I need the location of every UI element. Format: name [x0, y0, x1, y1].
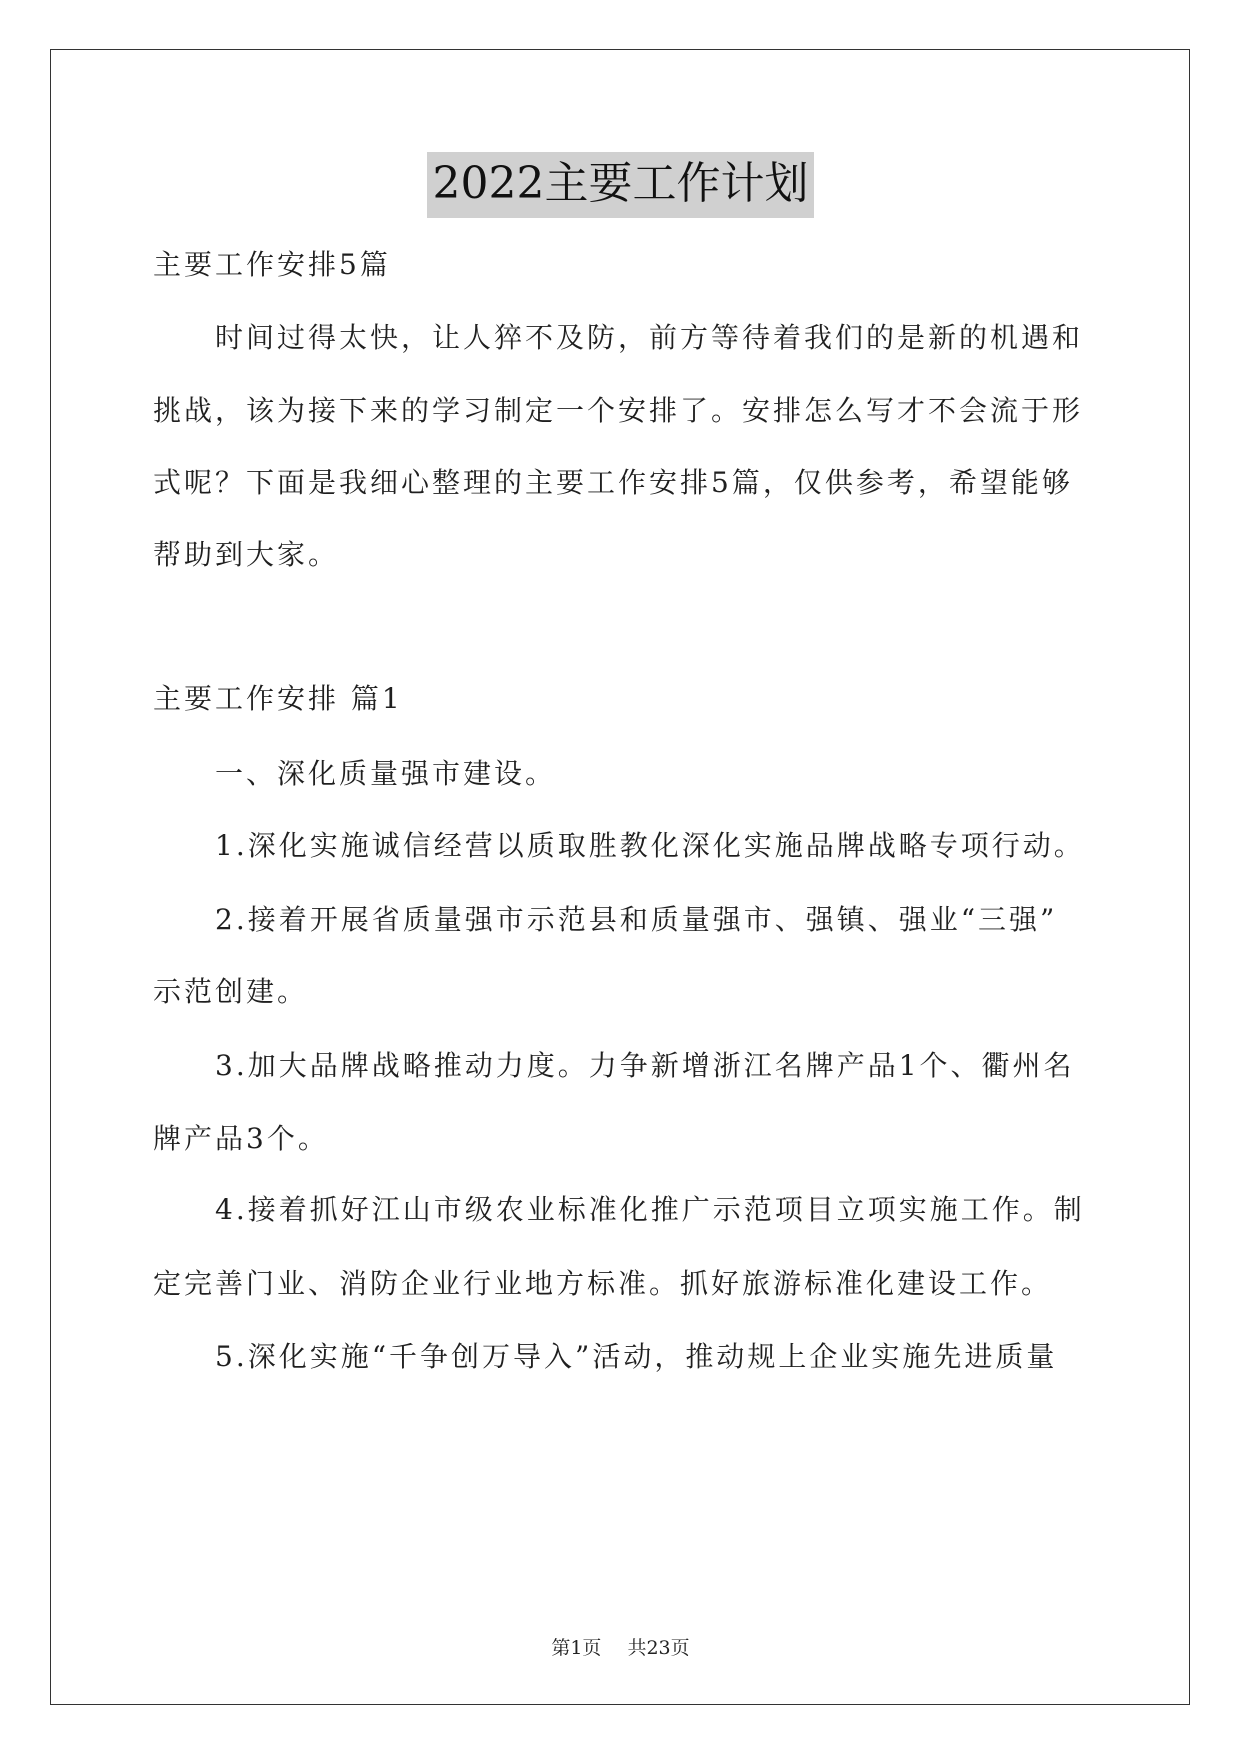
page-number: 第1页 — [551, 1637, 602, 1659]
page-total: 共23页 — [627, 1637, 690, 1659]
list-item: 牌产品3个。 — [153, 1122, 329, 1155]
document-title: 2022主要工作计划 — [427, 152, 815, 218]
page-border — [50, 49, 1190, 1705]
list-item: 4.接着抓好江山市级农业标准化推广示范项目立项实施工作。制 — [215, 1193, 1085, 1226]
intro-line: 式呢？下面是我细心整理的主要工作安排5篇，仅供参考，希望能够 — [153, 466, 1073, 499]
intro-line: 帮助到大家。 — [153, 538, 340, 571]
title-container — [0, 152, 1241, 218]
document-subtitle: 主要工作安排5篇 — [153, 248, 391, 281]
list-item: 5.深化实施“千争创万导入”活动，推动规上企业实施先进质量 — [215, 1340, 1058, 1373]
list-item: 2.接着开展省质量强市示范县和质量强市、强镇、强业“三强” — [215, 903, 1058, 936]
list-item: 3.加大品牌战略推动力度。力争新增浙江名牌产品1个、衢州名 — [215, 1049, 1075, 1082]
item-heading: 一、深化质量强市建设。 — [215, 757, 557, 790]
list-item: 定完善门业、消防企业行业地方标准。抓好旅游标准化建设工作。 — [153, 1267, 1053, 1300]
list-item: 示范创建。 — [153, 975, 309, 1008]
list-item: 1.深化实施诚信经营以质取胜教化深化实施品牌战略专项行动。 — [215, 829, 1085, 862]
page-footer — [0, 1633, 1241, 1660]
intro-line: 挑战，该为接下来的学习制定一个安排了。安排怎么写才不会流于形 — [153, 394, 1084, 427]
section-heading: 主要工作安排 篇1 — [153, 682, 403, 715]
intro-line: 时间过得太快，让人猝不及防，前方等待着我们的是新的机遇和 — [215, 321, 1084, 354]
